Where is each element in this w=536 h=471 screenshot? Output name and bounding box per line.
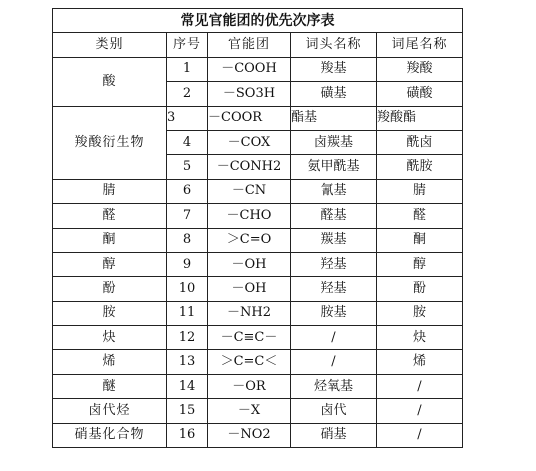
number-cell: 15 [167,399,208,423]
suffix-name-cell: 酮 [377,228,463,252]
functional-group-cell: －NO2 [208,423,291,447]
functional-group-cell: －CN [208,179,291,203]
functional-group-cell: －OH [208,277,291,301]
number-cell: 7 [167,204,208,228]
category-cell: 烯 [53,350,167,374]
table-row [53,57,463,81]
table-row [53,228,463,252]
category-cell: 醚 [53,374,167,398]
number-cell: 3 [167,106,208,130]
suffix-name-cell: 酰卤 [377,130,463,154]
table-row [53,374,463,398]
table-row [53,399,463,423]
prefix-name-cell: / [291,350,377,374]
category-cell: 胺 [53,301,167,325]
number-cell: 8 [167,228,208,252]
prefix-name-cell: 胺基 [291,301,377,325]
title-row [53,9,463,33]
prefix-name-cell: 烃氧基 [291,374,377,398]
suffix-name-cell: 醛 [377,204,463,228]
prefix-name-cell: 氨甲酰基 [291,155,377,179]
table-row [53,423,463,447]
prefix-name-cell: 氰基 [291,179,377,203]
suffix-name-cell: 腈 [377,179,463,203]
number-cell: 14 [167,374,208,398]
prefix-name-cell: 醛基 [291,204,377,228]
prefix-name-cell: 酯基 [291,106,377,130]
category-cell: 醛 [53,204,167,228]
category-cell: 酚 [53,277,167,301]
table-row [53,301,463,325]
number-cell: 2 [167,82,208,106]
category-cell: 腈 [53,179,167,203]
functional-group-cell: －SO3H [208,82,291,106]
functional-group-cell: －COOR [208,106,291,130]
suffix-name-cell: / [377,399,463,423]
category-cell: 卤代烃 [53,399,167,423]
suffix-name-cell: / [377,374,463,398]
functional-group-cell: －COX [208,130,291,154]
category-cell: 炔 [53,326,167,350]
functional-group-cell: －CONH2 [208,155,291,179]
functional-group-priority-table [52,8,463,448]
column-header-functional-group: 官能团 [208,33,291,57]
functional-group-cell: ＞C=O [208,228,291,252]
category-cell: 酮 [53,228,167,252]
suffix-name-cell: 胺 [377,301,463,325]
number-cell: 1 [167,57,208,81]
functional-group-cell: －C≡C－ [208,326,291,350]
suffix-name-cell: 烯 [377,350,463,374]
header-row [53,33,463,57]
column-header-prefix-name: 词头名称 [291,33,377,57]
number-cell: 16 [167,423,208,447]
suffix-name-cell: 磺酸 [377,82,463,106]
table-row [53,106,463,130]
category-cell: 硝基化合物 [53,423,167,447]
prefix-name-cell: 羟基 [291,252,377,276]
category-cell: 醇 [53,252,167,276]
number-cell: 4 [167,130,208,154]
table-title: 常见官能团的优先次序表 [53,9,463,33]
number-cell: 11 [167,301,208,325]
column-header-suffix-name: 词尾名称 [377,33,463,57]
prefix-name-cell: 磺基 [291,82,377,106]
functional-group-cell: －OR [208,374,291,398]
number-cell: 10 [167,277,208,301]
table-row [53,179,463,203]
functional-group-cell: －COOH [208,57,291,81]
suffix-name-cell: 酚 [377,277,463,301]
category-cell: 羧酸衍生物 [53,106,167,179]
column-header-number: 序号 [167,33,208,57]
number-cell: 12 [167,326,208,350]
suffix-name-cell: 羧酸酯 [377,106,463,130]
functional-group-cell: ＞C=C＜ [208,350,291,374]
table-row [53,350,463,374]
number-cell: 6 [167,179,208,203]
suffix-name-cell: 炔 [377,326,463,350]
functional-group-cell: －OH [208,252,291,276]
prefix-name-cell: 硝基 [291,423,377,447]
number-cell: 13 [167,350,208,374]
functional-group-cell: －NH2 [208,301,291,325]
suffix-name-cell: 酰胺 [377,155,463,179]
suffix-name-cell: 醇 [377,252,463,276]
prefix-name-cell: 羰基 [291,228,377,252]
table-row [53,252,463,276]
column-header-category: 类别 [53,33,167,57]
prefix-name-cell: 羟基 [291,277,377,301]
functional-group-cell: －CHO [208,204,291,228]
number-cell: 9 [167,252,208,276]
prefix-name-cell: 卤羰基 [291,130,377,154]
table-row [53,326,463,350]
suffix-name-cell: / [377,423,463,447]
suffix-name-cell: 羧酸 [377,57,463,81]
prefix-name-cell: 羧基 [291,57,377,81]
number-cell: 5 [167,155,208,179]
table-row [53,277,463,301]
category-cell: 酸 [53,57,167,106]
table-row [53,204,463,228]
prefix-name-cell: 卤代 [291,399,377,423]
functional-group-cell: －X [208,399,291,423]
prefix-name-cell: / [291,326,377,350]
